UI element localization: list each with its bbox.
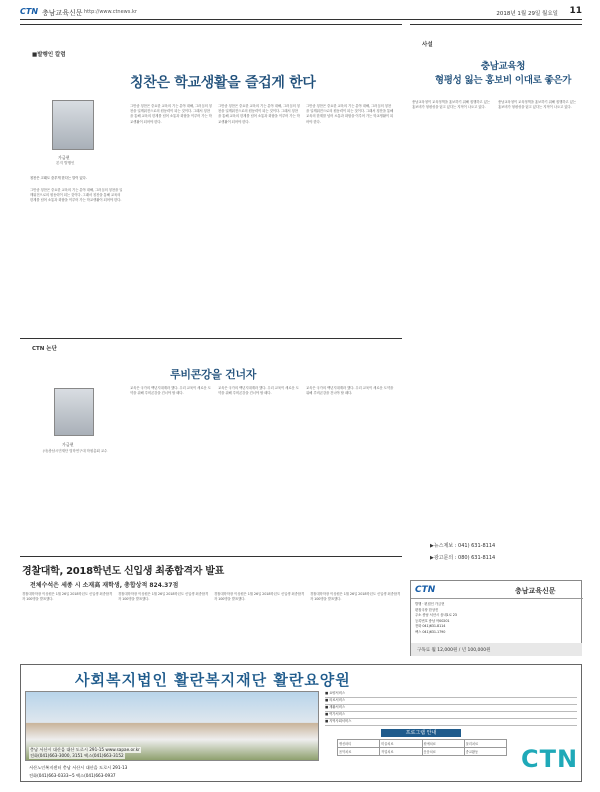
news-body-1: 경찰대학학장 이상원은 1월 26일 2018학년도 신입생 최종합격자 100명을 발표했다. — [22, 592, 113, 602]
editorial-tag: 사설 — [422, 42, 433, 48]
news-tip-line: ▶뉴스제보 : 041) 631-8114 — [430, 543, 496, 549]
news-body-4: 경찰대학학장 이상원은 1월 26일 2018학년도 신입생 최종합격자 100명을 발표했다. — [310, 592, 401, 602]
column-body-2: 그만큼 칭찬은 중요한 교육의 기는 분야 대해, 그러심의 칭찬을 일깨워전으로의 원동력이 되는 것이다. 그래서 칭찬을 통해 교육의 한계를 넘어 소통과 화합을 이루어 가는 학교생활이 되어야 한다. — [130, 104, 212, 124]
ctn-author-role: (사)충남시민재단 법학연구대 학원총회 교수 — [42, 449, 108, 453]
service-item: ■ 요양서비스 — [325, 691, 577, 698]
column-body-1: 그만큼 칭찬은 중요한 교육의 기는 분야 대해, 그러심의 칭찬을 일깨워전으로의 원동력이 되는 것이다. 그래서 칭찬을 통해 교육의 한계를 넘어 소통과 화합을 이루어 가는 학교생활이 되어야 한다. — [30, 188, 123, 203]
news-subtitle: 전체수석은 세종 시 소재高 재학생, 총합상적 824.37점 — [30, 582, 179, 589]
paper-name: 충남교육신문 — [42, 9, 83, 17]
page-number: 11 — [569, 6, 582, 16]
ctn-column-title: 루비콘강을 건너자 — [170, 368, 257, 381]
program-cell: 종교활동 — [464, 748, 506, 756]
welfare-ad — [20, 664, 582, 782]
ad-inquiry-line: ▶광고문의 : 080) 631-8114 — [430, 555, 496, 561]
program-cell: 작업치료 — [380, 748, 422, 756]
program-cell: 음악치료 — [338, 748, 380, 756]
ctn-author-photo — [54, 388, 94, 436]
header-date: 2018년 1월 29일 월요일 — [496, 11, 558, 17]
header-url[interactable]: http://www.ctnews.kr — [84, 9, 137, 15]
editorial — [410, 24, 582, 554]
ad-phone-1: 전화(041)663-3000, 3151 팩스(041)663-3152 — [30, 753, 124, 758]
service-item: ■ 재활서비스 — [325, 705, 577, 712]
ad-phone-2: 전화(041)663-0333~5 팩스(041)663-0937 — [29, 773, 116, 778]
column-body-4: 그만큼 칭찬은 중요한 교육의 기는 분야 대해, 그러심의 칭찬을 일깨워전으로의 원동력이 되는 것이다. 그래서 칭찬을 통해 교육의 한계를 넘어 소통과 화합을 이루어 가는 학교생활이 되어야 한다. — [306, 104, 394, 124]
news-body-3: 경찰대학학장 이상원은 1월 26일 2018학년도 신입생 최종합격자 100명을 발표했다. — [214, 592, 305, 602]
author-photo — [52, 100, 94, 150]
masthead-row: 발행 · 편집인 가금현 — [415, 602, 445, 606]
ctn-column-tag: CTN 논단 — [32, 346, 57, 352]
service-item: ■ 지역사회서비스 — [325, 719, 577, 726]
editorial-body-2: 충남교육청이 교육정책을 홍보하기 위해 집행하고 있는 홍보비가 형평성을 잃고 있다는 지적이 나오고 있다. — [498, 100, 576, 110]
ctn-column-body-1: 교육은 국가의 백년지대계라 했다. 우리 교육이 새로운 도약을 위해 루비콘강을 건너야 할 때다. — [130, 386, 211, 396]
ctn-column-body-2: 교육은 국가의 백년지대계라 했다. 우리 교육이 새로운 도약을 위해 루비콘강을 건너야 할 때다. — [218, 386, 299, 396]
page-header — [20, 6, 582, 20]
news-article — [20, 556, 402, 656]
masthead-row: 팩스 041)631-1790 — [415, 629, 446, 634]
ctn-author-name: 가금현 — [62, 442, 74, 447]
ad-title: 사회복지법인 활란복지재단 활란요양원 — [75, 671, 351, 689]
ad-address-1: 충남 서산시 대산읍 대산 도로시 291-15 www.sapae.or.kr — [30, 747, 140, 752]
masthead-row: 주소 충남 서산시 읍내1로 23 — [415, 613, 457, 617]
footer-logo: CTN — [521, 745, 579, 773]
service-item: ■ 여가서비스 — [325, 712, 577, 719]
ctn-column-body-3: 교육은 국가의 백년지대계라 했다. 우리 교육이 새로운 도약을 위해 루비콘강을 건너야 할 때다. — [306, 386, 394, 396]
column-body-3: 그만큼 칭찬은 중요한 교육의 기는 분야 대해, 그러심의 칭찬을 일깨워전으로의 원동력이 되는 것이다. 그래서 칭찬을 통해 교육의 한계를 넘어 소통과 화합을 이루어 가는 학교생활이 되어야 한다. — [218, 104, 300, 124]
column-tag: ■발행인 칼럼 — [32, 52, 66, 58]
editorial-title: 충남교육청 형평성 잃는 홍보비 이대로 좋은가 — [434, 61, 572, 86]
program-cell: 생신파티 — [338, 740, 380, 748]
column-lead: 칭찬은 고래도 춤추게 한다는 말이 있다. — [30, 176, 87, 180]
masthead-row: 편집국장 한상진 — [415, 607, 439, 612]
masthead-rows — [415, 602, 579, 635]
program-title: 프로그램 안내 — [381, 729, 461, 737]
masthead-row: 등록번호 충남 아00201 — [415, 618, 450, 623]
subscription-bar: 구독료 월 12,000원 / 년 100,000원 — [411, 643, 582, 656]
masthead-row: 전화 041)631-8114 — [415, 624, 446, 628]
publisher-column — [20, 24, 402, 330]
author-role: 본지 발행인 — [56, 161, 75, 165]
program-cell: 웃음치료 — [422, 748, 464, 756]
news-body-2: 경찰대학학장 이상원은 1월 26일 2018학년도 신입생 최종합격자 100명을 발표했다. — [118, 592, 209, 602]
ctn-column — [20, 338, 402, 556]
contact-box — [410, 538, 582, 578]
header-logo: CTN — [20, 7, 39, 16]
program-cell: 물리치료 — [464, 740, 506, 748]
program-cell: 미술치료 — [380, 740, 422, 748]
masthead — [410, 580, 582, 656]
masthead-name: 충남교육신문 — [515, 587, 556, 595]
ad-address-2: 서산노인복지센터 충남 서산시 대산읍 도로시 291-13 — [29, 765, 128, 770]
service-item: ■ 의료서비스 — [325, 698, 577, 705]
column-title: 칭찬은 학교생활을 즐겁게 한다 — [130, 75, 316, 91]
program-cell: 원예치료 — [422, 740, 464, 748]
editorial-body-1: 충남교육청이 교육정책을 홍보하기 위해 집행하고 있는 홍보비가 형평성을 잃고 있다는 지적이 나오고 있다. — [412, 100, 490, 110]
author-name: 가금현 — [58, 155, 70, 160]
program-table — [337, 739, 507, 756]
ad-services — [325, 691, 577, 726]
masthead-logo: CTN — [415, 585, 436, 595]
news-title: 경찰대학, 2018학년도 신입생 최종합격자 발표 — [22, 566, 224, 577]
